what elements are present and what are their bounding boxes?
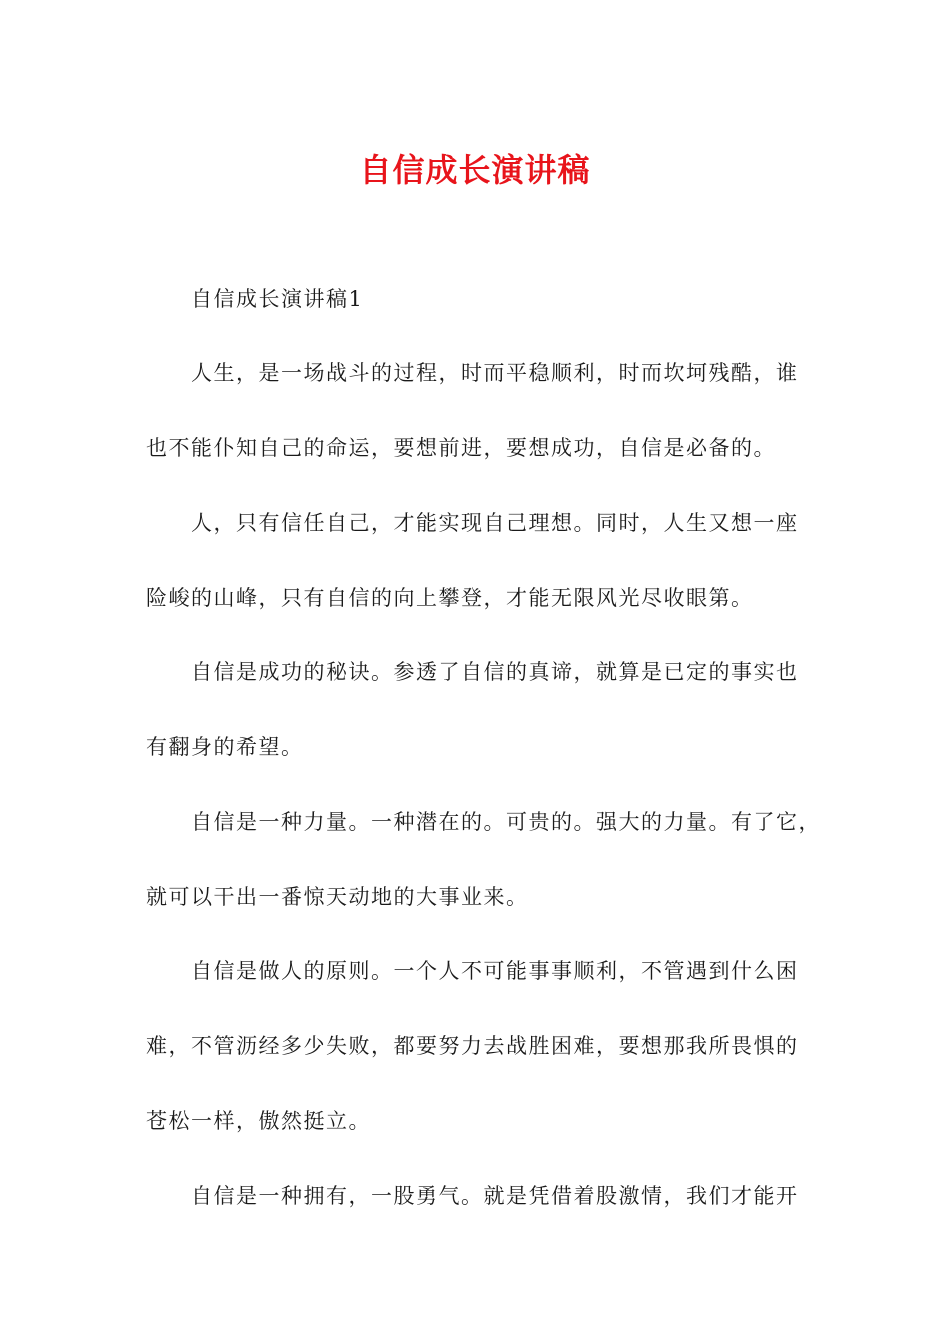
paragraph-line: 有翻身的希望。 xyxy=(146,735,304,759)
document-title: 自信成长演讲稿 xyxy=(359,151,591,189)
section-heading: 自信成长演讲稿1 xyxy=(191,287,364,311)
paragraph-line: 险峻的山峰，只有自信的向上攀登，才能无限风光尽收眼第。 xyxy=(146,586,754,610)
paragraph-line: 自信是一种力量。一种潜在的。可贵的。强大的力量。有了它， xyxy=(191,810,821,834)
paragraph-line: 自信是做人的原则。一个人不可能事事顺利，不管遇到什么困 xyxy=(191,959,799,983)
paragraph-line: 也不能仆知自己的命运，要想前进，要想成功，自信是必备的。 xyxy=(146,436,776,460)
paragraph-line: 苍松一样，傲然挺立。 xyxy=(146,1109,371,1133)
paragraph-line: 自信是一种拥有，一股勇气。就是凭借着股激情，我们才能开 xyxy=(191,1184,799,1208)
paragraph-line: 难，不管沥经多少失败，都要努力去战胜困难，要想那我所畏惧的 xyxy=(146,1034,799,1058)
paragraph-line: 就可以干出一番惊天动地的大事业来。 xyxy=(146,885,529,909)
paragraph-line: 人，只有信任自己，才能实现自己理想。同时，人生又想一座 xyxy=(191,511,799,535)
paragraph-line: 人生，是一场战斗的过程，时而平稳顺利，时而坎坷残酷，谁 xyxy=(191,361,799,385)
paragraph-line: 自信是成功的秘诀。参透了自信的真谛，就算是已定的事实也 xyxy=(191,660,799,684)
